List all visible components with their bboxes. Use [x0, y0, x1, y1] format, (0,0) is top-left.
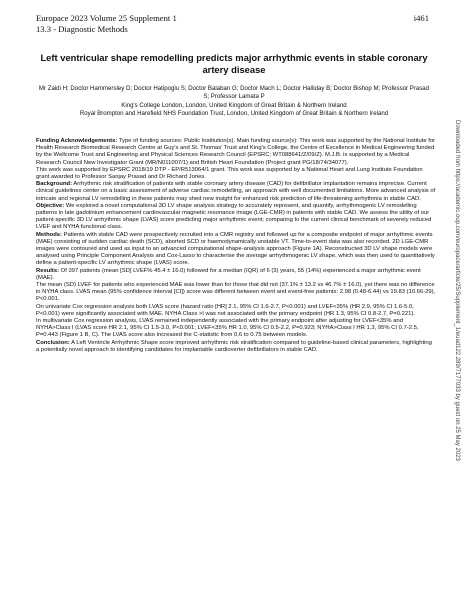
results-label: Results:: [36, 267, 60, 274]
affiliation-1: King's College London, London, United Kingdom of Great Britain & Northern Ireland: [121, 102, 347, 109]
background-label: Background:: [36, 181, 73, 188]
funding-paragraph: [36, 138, 436, 167]
affiliation-2: Royal Brompton and Harefield NHS Foundation Trust, London, United Kingdom of Great Britain & Northern Ireland: [79, 110, 389, 117]
page-number: i461: [413, 13, 429, 23]
author-list: Mr Zaidi H; Doctor Hammersley D; Doctor Hatipoglu S; Doctor Balaban G; Doctor Mach L; Doctor Halliday B; Doctor Bishop M; Professor Prasad S; Professor Lamata P: [38, 85, 430, 100]
results-paragraph: [36, 268, 436, 282]
results-paragraph-3: On univariate Cox regression analysis both LVAS score (hazard ratio [HR] 2.1, 95% CI 1.6-2.7, P<0.001) and LVEF<35% (HR 2.9, 95% CI 1.6-5.0, P<0.001) were significantly associated with MAE. NYHA Class >I was not associated with the primary endpoint (HR 1.3, 95% CI 0.8-2.7, P=0.221).: [36, 303, 415, 317]
affiliations: [36, 102, 432, 118]
results-paragraph-2: The mean (SD) LVEF for patients who experienced MAE was lower than for those that did not (37.1% ± 13.2 vs 46.7% ± 16.0), yet there was no difference in NYHA class. LVAS mean (95% confidence interval [CI]) score was different between event and event-free patients: 2.98 (0.48-6.44) vs 19.83 (10.66-29), P<0.001.: [36, 282, 436, 303]
funding-text: Type of funding sources: Public Institution(s). Main funding source(s): This work was supported by the National Institute for Health Research Biomedical Research Centre at Guy's and St. Thomas' Trust and King's College, the Centre of Excellence in Medical Engineering funded by the Wellcome Trust and Engineering and Physical Sciences Research Council (EPSRC; WT088641/Z/09/Z). M.J.B. is supported by a Medical Research Council New Investigator Grant (MR/N011007/1) and British Heart Foundation (Project grant PG/18/74/34077).: [36, 138, 436, 166]
abstract-body: [36, 138, 436, 354]
background-text: Arrhythmic risk stratification of patients with stable coronary artery disease (CAD) for defibrillator implantation remains imprecise. Current clinical guidelines center on a basic assessment of adverse cardiac remodelling, an approach with well documented limitations. More advanced analysis of intricate and regional LV remodelling in these patients may shed new insight for enhanced risk prediction of life-threatening arrhythmia in stable CAD.: [36, 181, 436, 202]
objective-paragraph: [36, 203, 436, 232]
conclusion-text: A Left Ventricle Arrhythmic Shape score improved arrhythmic risk stratification compared to guideline-based clinical parameters, highlighting a potentially novel approach to identifying candidates for implantable cardioverter defibrillators in stable CAD.: [36, 339, 432, 353]
results-paragraph-4: In multivariate Cox regression analysis, LVAS remained independently associated with the primary endpoint after adjusting for LVEF<35% and NYHA>Class I (LVAS score HR 2.1, 95% CI 1.5-3.0, P<0.001; LVEF<35% HR 1.0, 95% CI 0.5-2.2, P=0.923; NYHA>Class I HR 1.3, 95% CI 0.7-2.5, P=0.443 (Figure 1 B, C). The LVAS score also increased the C-statistic from 0.6 to 0.75 between models.: [36, 318, 419, 339]
journal-name: Europace 2023 Volume 25 Supplement 1: [36, 13, 177, 23]
background-paragraph: [36, 181, 436, 203]
funding-label: Funding Acknowledgements:: [36, 138, 118, 144]
conclusion-paragraph: [36, 340, 436, 354]
objective-label: Objective:: [36, 202, 65, 209]
funding-paragraph-2: This work was supported by EPSRC 2018/19 DTP - EP/R513064/1 grant. This work was supported by a National Heart and Lung Institute Foundation grant awarded to Professor Sanjay Prasad and Dr Richard Jones.: [36, 166, 423, 181]
download-watermark: Downloaded from https://academic.oup.com/europace/article/25/Supplement_1/euad122.289/7177033 by guest on 25 May 2023: [454, 120, 460, 461]
running-header: [36, 13, 177, 35]
methods-paragraph: [36, 232, 436, 268]
objective-text: We explored a novel computational 3D LV shape analysis strategy to accurately represent, and quantify, arrhythmogenic LV remodelling patterns in late gadolinium enhancement cardiovascular magnetic resonance image (LGE-CMR) in patients with stable CAD. We assess the utility of our patient-specific 3D LV arrhythmic shape (LVAS) score predicting major arrhythmic event; comparing to the current clinical benchmark of severely reduced LVEF and NYHA functional class.: [36, 202, 432, 231]
section-name: 13.3 - Diagnostic Methods: [36, 24, 128, 34]
results-text: Of 397 patients (mean [SD] LVEF% 45.4 ± 16.0) followed for a median (IQR) of 6 (3) years, 55 (14%) experienced a major arrhythmic event (MAE).: [36, 267, 421, 281]
methods-text: Patients with stable CAD were prospectively recruited into a CMR registry and followed up for a composite endpoint of major arrhythmic events (MAE) consisting of sudden cardiac death (SCD), aborted SCD or haemodynamically unstable VT. Time-to-event data was also recorded. 2D LGE-CMR images were contoured and used as input to an advanced computational shape-analysis approach (Figure 1A). Reconstructed 3D LV shape models were analysed using Principle Component Analysis and Cox-Lasso to characterise the average arrhythmogenic LV shape, which was then used to quantitatively define a patient-specific LV arrhythmic shape (LVAS) score.: [36, 231, 435, 267]
abstract-title: Left ventricular shape remodelling predicts major arrhythmic events in stable coronary artery disease: [40, 52, 428, 75]
conclusion-label: Conclusion:: [36, 339, 70, 346]
methods-label: Methods:: [36, 231, 62, 238]
